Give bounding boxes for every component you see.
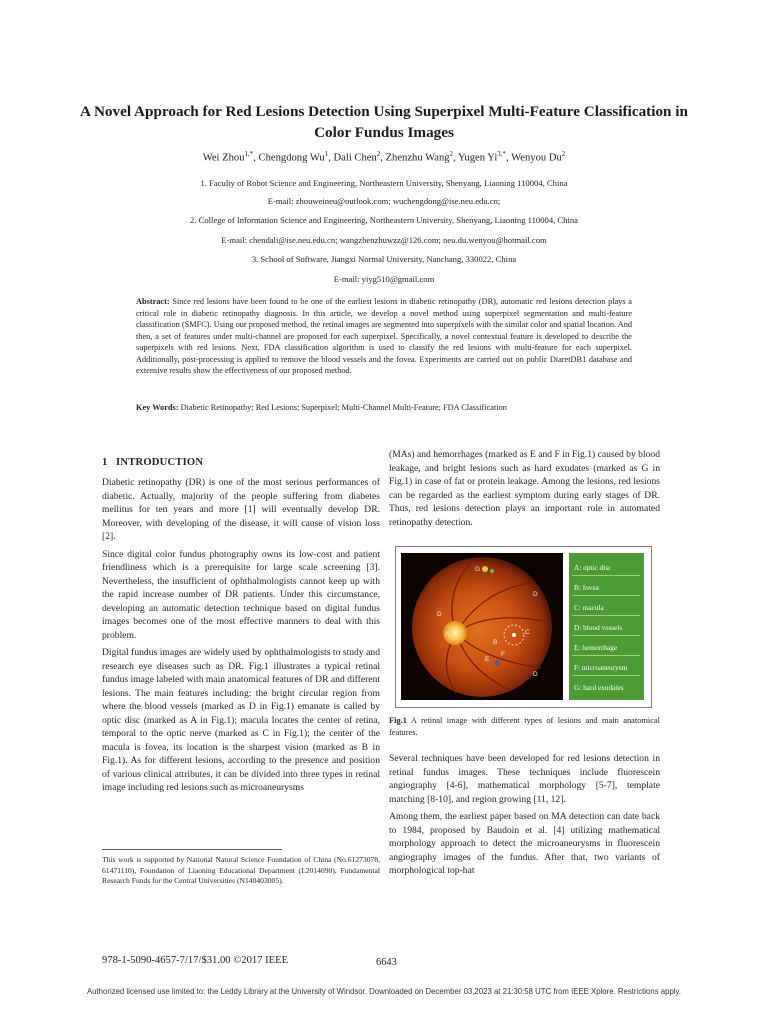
author-affiliation-mark: 3,* [497, 150, 507, 158]
marker-label: B [493, 639, 498, 646]
figure-1 [395, 546, 652, 708]
author-list: Wei Zhou$^{1,*}$, Chengdong Wu$^1$, Dali Chen$^2$, Zhenzhu Wang$^2$, Yugen $Yi^{3,*}$, Wenyou Du$^2$ [202, 150, 566, 164]
left-column [102, 476, 380, 799]
affiliation-3-email: E-mail: yiyg510@gmail.com [333, 274, 435, 284]
license-notice: Authorized licensed use limited to: the Leddy Library at the University of Windsor. Downloaded on December 03,2023 at 21:30:58 UTC from IEEE Xplore. Restrictions apply. [86, 987, 682, 996]
abstract-label: Abstract: [136, 297, 170, 306]
marker-label: D [533, 591, 538, 598]
paragraph: Several techniques have been developed for red lesions detection in retinal fundus images. These techniques include fluorescein angiography [4-6], mathematical morphology [5-7], template matching [8-10], and region growing [11, 12]. [389, 753, 660, 805]
author-affiliation-mark: 2 [561, 150, 566, 158]
footnote: This work is supported by National Natural Science Foundation of China (No.61273078, 61471110), Foundation of Liaoning Educational Department (L2014090), Fundamental Research Funds for the Central Universities (N140403005). [102, 855, 380, 885]
hard-exudate [482, 566, 488, 572]
keywords [136, 403, 632, 412]
legend-item: A: optic disc [572, 559, 640, 576]
paragraph: Digital fundus images are widely used by ophthalmologists to study and research eye diseases such as DR. Fig.1 illustrates a typical retinal fundus image labeled with main anatomical features of DR and different lesions. The main features including: the bright circular region from where the blood vessels (marked as D in Fig.1) emanate is called by optic disc (marked as A in Fig.1); macula locates the center of retina, temporal to the optic nerve (marked as C in Fig.1); the center of the macula is fovea, its location is the sharpest vision (marked as B in Fig.1). As for different lesions, according to the presence and position of various clinical attributes, it can be divided into three types in retinal image including red lesions such as microaneurysms [102, 647, 380, 793]
figure-caption-label: Fig.1 [389, 716, 407, 725]
marker-label: D [437, 611, 442, 618]
paragraph: (MAs) and hemorrhages (marked as E and F in Fig.1) caused by blood leakage, and bright lesions such as hard exudates (marked as G in Fig.1) in case of fat or protein leakage. Among the lesions, red lesions can be regarded as the earliest symptom during early stages of DR. Thus, red lesions detection plays an important role in automated retinopathy detection. [389, 449, 660, 528]
legend-item: E: hemorrhage [572, 639, 640, 656]
author-name: Wenyou Du [511, 152, 562, 164]
marker-label: A [445, 631, 450, 638]
abstract-text: Since red lesions have been found to be one of the earliest lesions in diabetic retinopathy (DR), automatic red lesions detection plays a critical role in diabetic retinopathy diagnosis. In this article, we develop a novel method using superpixel segmentation and multi-feature classification (SMFC). Using our proposed method, the retinal images are segmented into superpixels with the similar color and spatial location. And then, a set of features under multi-channel are proposed for each superpixel. Specifically, a novel contextual feature is developed to describe the superpixels with red lesions. Next, FDA classification algorithm is used to classify the red lesions with multi-feature for each superpixel. Additionally, post-processing is applied to remove the blood vessels and the fovea. Experiments are carried out on public DiaretDB1 database and extensive results show the effectiveness of our proposed method. [136, 297, 632, 375]
hard-exudate [490, 569, 494, 573]
marker-label: C [525, 629, 530, 636]
figure-caption [389, 715, 660, 738]
section-heading-introduction: 1 INTRODUCTION [102, 457, 204, 468]
fundus-illustration [401, 553, 563, 700]
right-column-top [389, 448, 660, 533]
page-number: 6643 [376, 957, 397, 968]
author-name: Zhenzhu Wang [385, 152, 450, 164]
keywords-label: Key Words: [136, 403, 179, 412]
paper-title: A Novel Approach for Red Lesions Detection Using Superpixel Multi-Feature Classification in Color Fundus Images [80, 103, 688, 141]
legend-item: C: macula [572, 599, 640, 616]
marker-label: E [485, 656, 490, 663]
footnote-divider [102, 849, 282, 850]
author-name: Wei Zhou [202, 152, 245, 164]
paragraph: Diabetic retinopathy (DR) is one of the most serious performances of diabetic. Actually, majority of the people suffering from diabetes mellitus for ten years and more [1] will eventually develop DR. Moreover, with developing of the disease, it will cause of vision loss [2]. [102, 477, 380, 542]
legend-item: G: hard exudates [574, 683, 624, 692]
author-name: Chengdong Wu [258, 152, 325, 164]
paragraph: Since digital color fundus photography owns its low-cost and patient friendliness which is a prerequisite for large scale screening [3]. Nevertheless, the insufficient of ophthalmologists cannot keep up with the rapid increase number of DR patients. Under this circumstance, developing an automatic detection technique based on digital fundus images becomes one of the most effective manners to deal with this problem. [102, 548, 380, 641]
right-column-bottom [389, 752, 660, 882]
marker-label: F [501, 651, 505, 658]
affiliation-3: 3. School of Software, Jiangxi Normal University, Nanchang, 330022, China [251, 254, 517, 264]
legend-item: F: microaneurysm [572, 659, 640, 676]
keywords-text: Diabetic Retinopathy; Red Lesions; Superpixel; Multi-Channel Multi-Feature; FDA Classification [180, 403, 507, 412]
fovea-dot [512, 633, 516, 637]
retina-disc [412, 557, 552, 697]
abstract [136, 296, 632, 377]
affiliation-1-email: E-mail: zhouweineu@outlook.com; wuchengdong@ise.neu.edu.cn; [267, 196, 501, 206]
legend-item: D: blood vessels [572, 619, 640, 636]
fundus-image [401, 553, 563, 700]
author-affiliation-mark: 1,* [244, 150, 254, 158]
affiliation-2: 2. College of Information Science and Engineering, Northeastern University, Shenyang, Liaoning 110004, China [190, 215, 578, 225]
paragraph: Among them, the earliest paper based on MA detection can date back to 1984, proposed by Baudoin et al. [4] utilizing mathematical morphology approach to detect the microaneurysms in fluorescein angiography images of the fundus. After that, two variants of morphological top-hat [389, 811, 660, 876]
author-name: Dali Chen [333, 152, 377, 164]
marker-label: D [533, 671, 538, 678]
affiliation-1: 1. Faculty of Robot Science and Engineering, Northeastern University, Shenyang, Liaoning 110004, China [200, 178, 568, 188]
legend-item: B: fovea [572, 579, 640, 596]
hemorrhage-spot [495, 661, 500, 666]
author-affiliation-mark: 1 [324, 150, 329, 158]
affiliation-2-email: E-mail: chendali@ise.neu.edu.cn; wangzhenzhuwzz@126.com; neu.du.wenyou@hotmail.com [221, 235, 547, 245]
author-affiliation-mark: 2 [449, 150, 454, 158]
marker-label: G [475, 566, 481, 573]
isbn-copyright: 978-1-5090-4657-7/17/$31.00 ©2017 IEEE [102, 955, 289, 966]
figure-legend [569, 553, 644, 700]
author-name: Yugen Yi [457, 152, 498, 164]
figure-caption-text: A retinal image with different types of lesions and main anatomical features. [389, 716, 660, 737]
author-affiliation-mark: 2 [376, 150, 381, 158]
